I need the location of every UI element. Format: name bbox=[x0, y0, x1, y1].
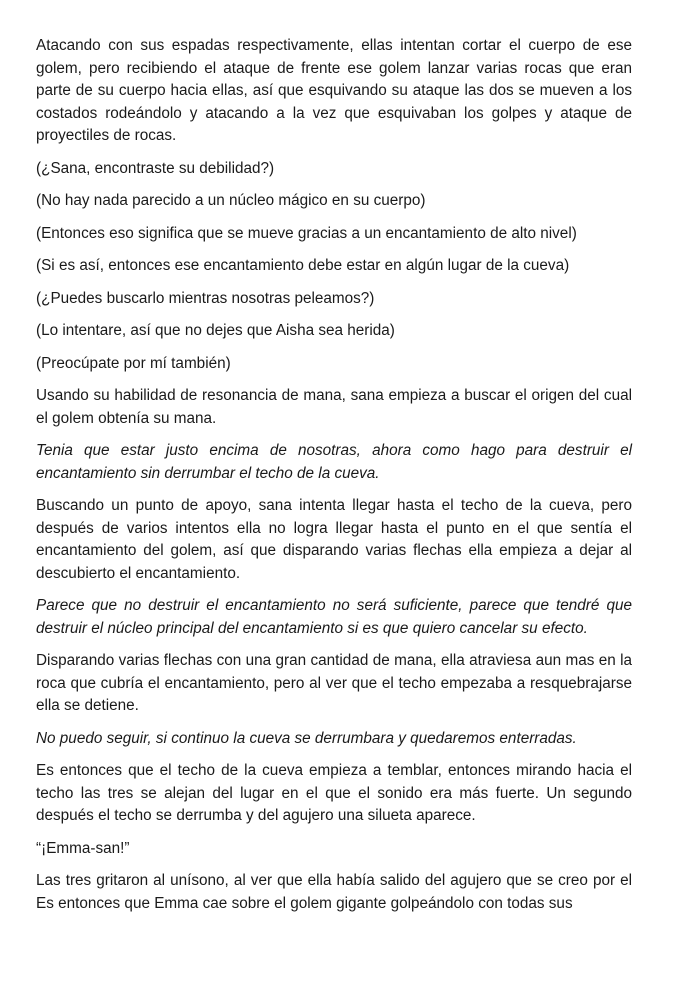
document-page bbox=[36, 35, 632, 925]
italic-paragraph: No puedo seguir, si continuo la cueva se derrumbara y quedaremos enterradas. bbox=[36, 729, 577, 747]
paragraph: Las tres gritaron al unísono, al ver que ella había salido del agujero que se creo por el Es entonces que Emma cae sobre el golem gigante golpeándolo con todas sus bbox=[36, 872, 632, 912]
paragraph: (Entonces eso significa que se mueve gracias a un encantamiento de alto nivel) bbox=[36, 224, 577, 242]
paragraph: Usando su habilidad de resonancia de mana, sana empieza a buscar el origen del cual el golem obtenía su mana. bbox=[36, 387, 632, 427]
paragraph: (Preocúpate por mí también) bbox=[36, 354, 231, 372]
paragraph: (¿Puedes buscarlo mientras nosotras peleamos?) bbox=[36, 289, 375, 307]
paragraph: Es entonces que el techo de la cueva empieza a temblar, entonces mirando hacia el techo las tres se alejan del lugar en el que el sonido era más fuerte. Un segundo después el techo se derrumba y del agujero una silueta aparece. bbox=[36, 762, 632, 824]
paragraph: (No hay nada parecido a un núcleo mágico en su cuerpo) bbox=[36, 192, 426, 209]
paragraph: (Si es así, entonces ese encantamiento debe estar en algún lugar de la cueva) bbox=[36, 257, 570, 274]
italic-paragraph: Tenia que estar justo encima de nosotras, ahora como hago para destruir el encantamiento sin derrumbar el techo de la cueva. bbox=[36, 442, 632, 482]
italic-paragraph: Parece que no destruir el encantamiento no será suficiente, parece que tendré que destruir el núcleo principal del encantamiento si es que quiero cancelar su efecto. bbox=[36, 597, 632, 637]
paragraph: Buscando un punto de apoyo, sana intenta llegar hasta el techo de la cueva, pero después de varios intentos ella no logra llegar hasta el punto en el que sentía el encantamiento del golem, así que disparando varias flechas ella empieza a dejar al descubierto el encantamiento. bbox=[36, 497, 632, 582]
paragraph: “¡Emma-san!” bbox=[36, 839, 130, 857]
paragraph: Disparando varias flechas con una gran cantidad de mana, ella atraviesa aun mas en la roca que cubría el encantamiento, pero al ver que el techo empezaba a resquebrajarse ella se detiene. bbox=[36, 652, 632, 714]
paragraph: (Lo intentare, así que no dejes que Aisha sea herida) bbox=[36, 322, 395, 339]
paragraph: (¿Sana, encontraste su debilidad?) bbox=[36, 159, 275, 177]
paragraph: Atacando con sus espadas respectivamente, ellas intentan cortar el cuerpo de ese golem, pero recibiendo el ataque de frente ese golem lanzar varias rocas que eran parte de su cuerpo hacia ellas, así que esquivando su ataque las dos se mueven a los costados rodeándolo y atacando a la vez que esquivaban los golpes y ataque de proyectiles de rocas. bbox=[36, 37, 632, 144]
